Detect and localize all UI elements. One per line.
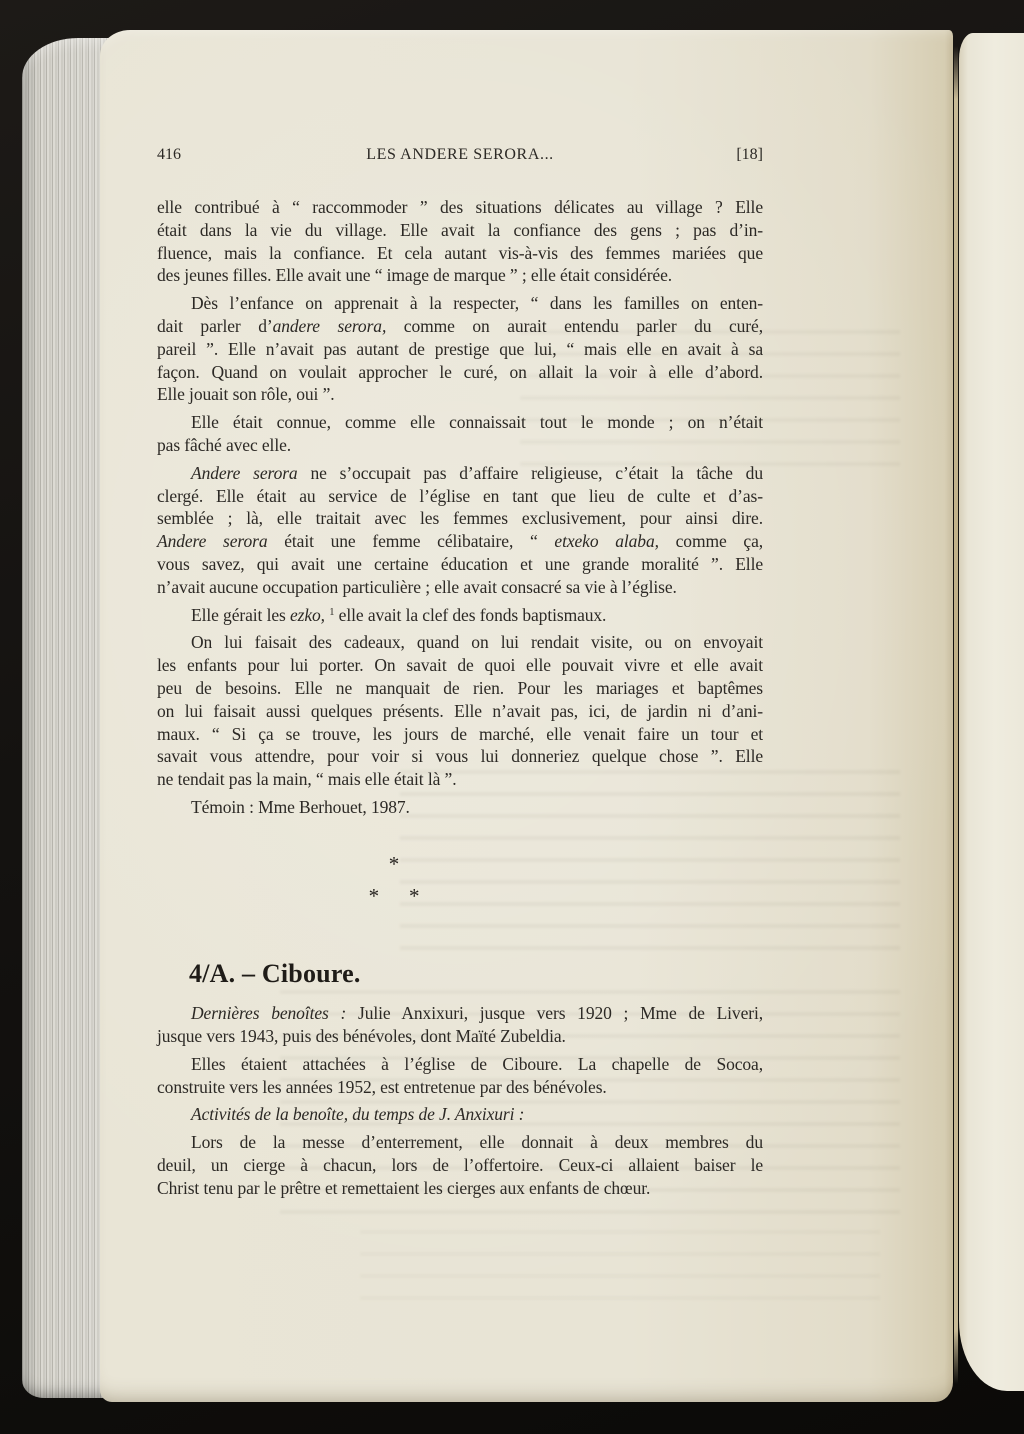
running-title: LES ANDERE SERORA...	[366, 146, 554, 163]
text-line: Elle jouait son rôle, oui ”.	[157, 384, 335, 405]
text-line: n’avait aucune occupation particulière ; elle avait consacré sa vie à l’église.	[157, 576, 677, 597]
text-line: façon. Quand on voulait approcher le curé, on allait la voir à elle d’abord.	[157, 361, 763, 382]
text-line: dait parler d’andere serora, comme on aurait entendu parler du curé,	[157, 315, 763, 336]
body-text-block-1	[157, 196, 763, 819]
text-line: semblée ; là, elle traitait avec les femmes exclusivement, pour ainsi dire.	[157, 508, 763, 529]
text-line: construite vers les années 1952, est entretenue par des bénévoles.	[157, 1076, 607, 1097]
asterisk: *	[409, 883, 420, 908]
text-line: ne tendait pas la main, “ mais elle était là ”.	[157, 769, 457, 790]
text-line: Activités de la benoîte, du temps de J. Anxixuri :	[191, 1104, 525, 1125]
text-line: Dernières benoîtes : Julie Anxixuri, jusque vers 1920 ; Mme de Liveri,	[191, 1003, 764, 1024]
paragraph	[157, 604, 763, 627]
paragraph	[157, 411, 763, 457]
paragraph	[157, 1002, 763, 1048]
asterisk-row	[91, 885, 697, 908]
paragraph	[157, 196, 763, 287]
text-line: on lui faisait aussi quelques présents. Elle n’avait pas, ici, de jardin ni d’ani-	[157, 700, 763, 721]
text-line: était dans la vie du village. Elle avait la confiance des gens ; pas d’in-	[157, 219, 763, 240]
text-line: peu de besoins. Elle ne manquait de rien. Pour les mariages et baptêmes	[157, 677, 763, 698]
text-line: Andere serora ne s’occupait pas d’affaire religieuse, c’était la tâche du	[191, 462, 763, 483]
text-line: Elle était connue, comme elle connaissait tout le monde ; on n’était	[191, 412, 763, 433]
text-line: Christ tenu par le prêtre et remettaient les cierges aux enfants de chœur.	[157, 1177, 651, 1198]
book-gutter-crease	[954, 46, 958, 1384]
text-line: jusque vers 1943, puis des bénévoles, dont Maïté Zubeldia.	[157, 1025, 566, 1046]
paragraph	[157, 1103, 763, 1126]
paragraph	[157, 1131, 763, 1199]
text-line: les enfants pour lui porter. On savait de quoi elle pouvait vivre et elle avait	[157, 655, 763, 676]
text-line: savait vous attendre, pour voir si vous lui donneriez quelque chose ”. Elle	[157, 746, 763, 767]
asterism-separator	[91, 853, 697, 908]
text-line: pas fâché avec elle.	[157, 434, 292, 455]
text-line: Elles étaient attachées à l’église de Ciboure. La chapelle de Socoa,	[191, 1053, 763, 1074]
page-header	[157, 146, 763, 164]
text-line: elle contribué à “ raccommoder ” des situations délicates au village ? Elle	[157, 197, 763, 217]
paragraph	[157, 631, 763, 791]
paragraph	[157, 292, 763, 406]
text-line: Elle gérait les ezko, $^1$ elle avait la clef des fonds baptismaux.	[191, 604, 607, 625]
show-through-texture	[360, 1230, 880, 1300]
text-line: maux. “ Si ça se trouve, les jours de marché, elle venait faire un tour et	[157, 723, 763, 744]
asterisk: *	[368, 883, 379, 908]
text-line: Dès l’enfance on apprenait à la respecter, “ dans les familles on enten-	[191, 293, 763, 314]
text-line: Andere serora était une femme célibataire, “ etxeko alaba, comme ça,	[157, 531, 764, 552]
text-line: Témoin : Mme Berhouet, 1987.	[191, 796, 410, 817]
body-text-block-2	[157, 1002, 763, 1199]
text-column	[157, 196, 763, 1199]
right-page-sliver	[959, 33, 1024, 1391]
paragraph	[157, 1053, 763, 1099]
paragraph	[157, 462, 763, 599]
text-line: fluence, mais la confiance. Et cela autant vis-à-vis des femmes mariées que	[157, 242, 763, 263]
page-number: 416	[157, 146, 181, 163]
text-line: des jeunes filles. Elle avait une “ image de marque ” ; elle était considérée.	[157, 265, 673, 286]
paragraph	[157, 796, 763, 819]
asterisk: *	[388, 851, 400, 876]
text-line: deuil, un cierge à chacun, lors de l’offertoire. Ceux-ci allaient baiser le	[157, 1154, 763, 1175]
issue-number: [18]	[736, 146, 763, 163]
text-line: pareil ”. Elle n’avait pas autant de prestige que lui, “ mais elle en avait à sa	[157, 338, 763, 359]
section-heading: 4/A. – Ciboure.	[189, 959, 361, 989]
text-line: On lui faisait des cadeaux, quand on lui rendait visite, ou on envoyait	[191, 632, 763, 653]
text-line: vous savez, qui avait une certaine éducation et une grande moralité ”. Elle	[157, 553, 763, 574]
text-line: Lors de la messe d’enterrement, elle donnait à deux membres du	[191, 1132, 763, 1153]
text-line: clergé. Elle était au service de l’église en tant que lieu de culte et d’as-	[157, 485, 763, 506]
